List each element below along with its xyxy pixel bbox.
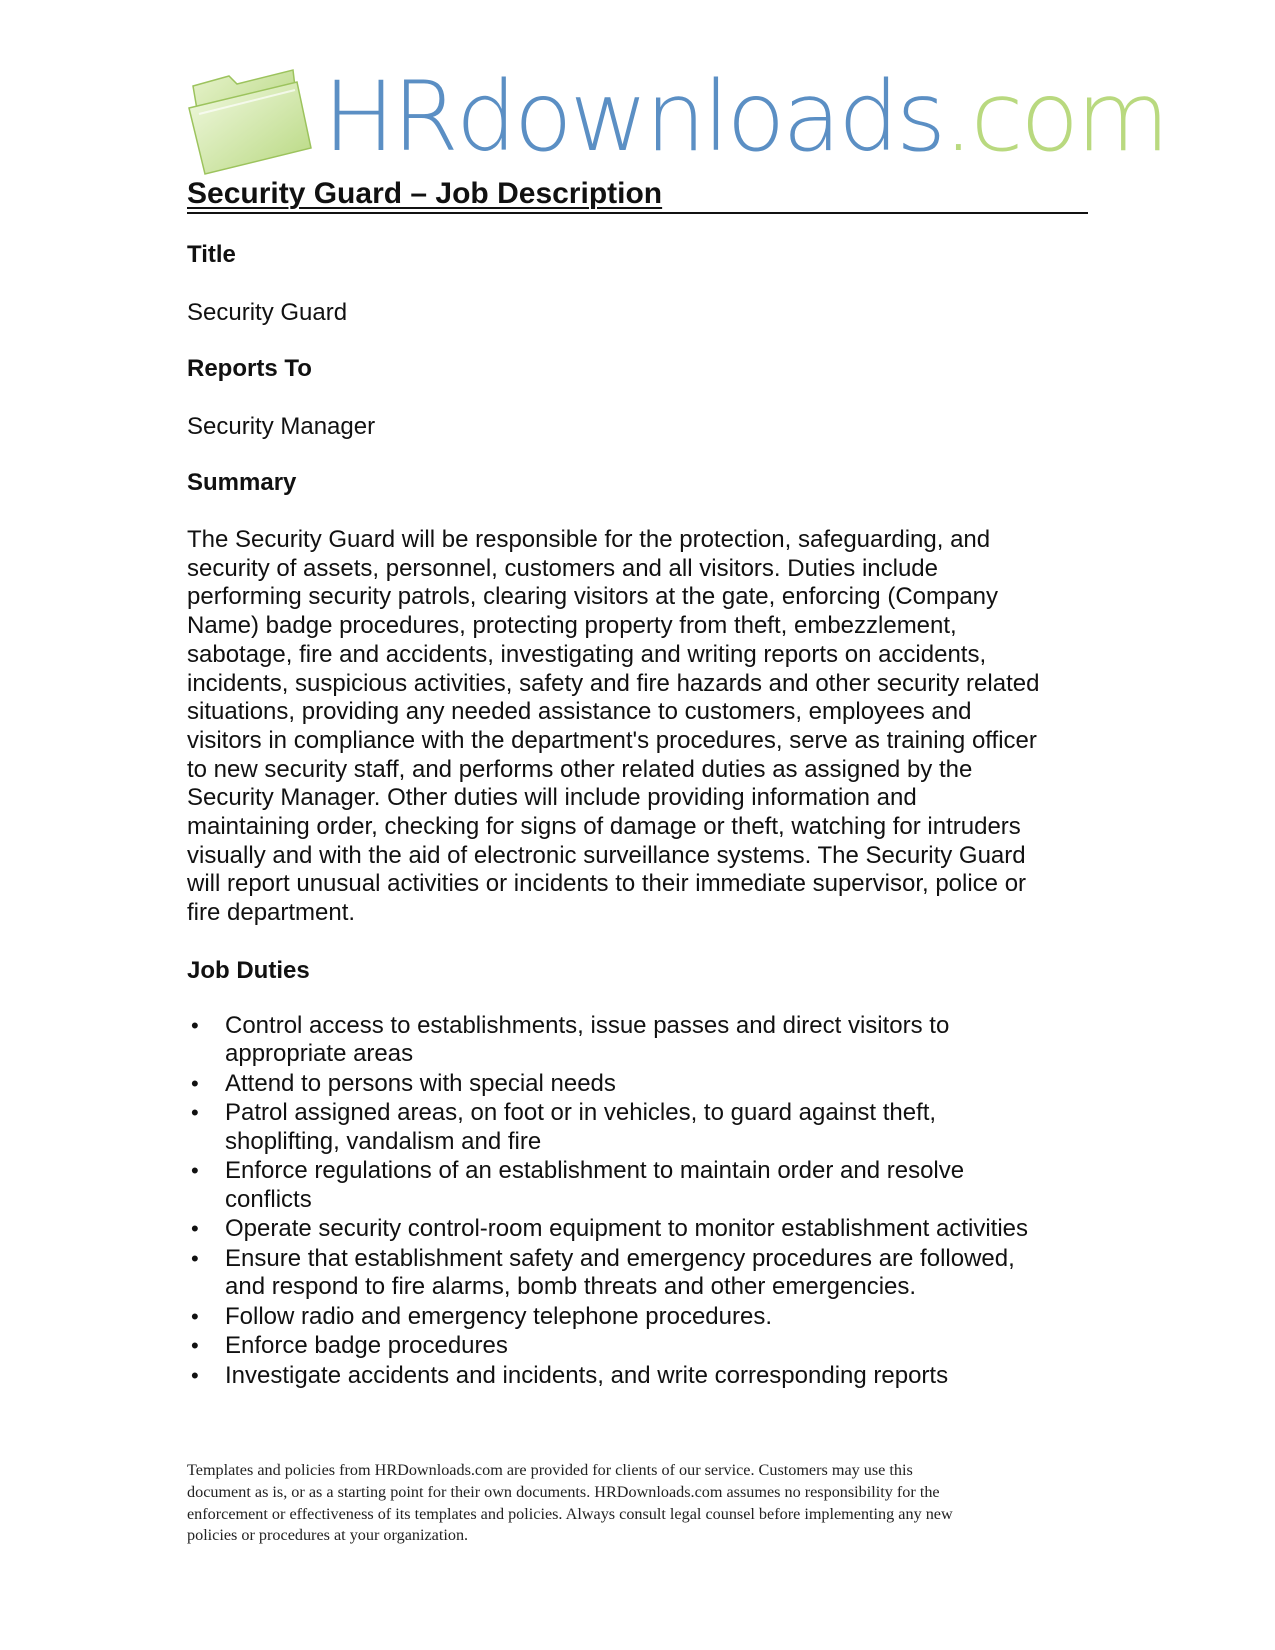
logo-wordmark [323,62,1167,172]
duty-text: Control access to establishments, issue passes and direct visitors to appropriate areas [225,1011,950,1068]
document-title-text: Security Guard – Job Description [187,177,663,210]
duty-text: Enforce regulations of an establishment to maintain order and resolve conflicts [225,1157,965,1213]
duty-text: Investigate accidents and incidents, and write corresponding reports [225,1361,949,1389]
job-duties-heading: Job Duties [187,956,310,984]
list-item [187,1157,1087,1214]
folder-icon [185,68,315,178]
list-item [187,1332,1087,1361]
bullet-icon: • [191,1362,199,1388]
duty-text: Attend to persons with special needs [225,1069,616,1097]
list-item [187,1070,1087,1099]
list-item [187,1303,1087,1332]
duty-text: Follow radio and emergency telephone procedures. [225,1302,772,1330]
footer-disclaimer: Templates and policies from HRDownloads.com are provided for clients of our service. Customers may use this document as is, or as a starting point for their own documents. HRDownloads.com assumes no responsibility for the enforcement or effectiveness of its templates and policies. Always consult legal counsel before implementing any new policies or procedures at your organization. [187,1461,953,1545]
bullet-icon: • [191,1216,199,1242]
hrdownloads-logo [185,61,1167,178]
logo-wordmark-tld: .com [943,61,1167,173]
reports-to-value: Security Manager [187,413,376,440]
summary-heading: Summary [187,469,297,496]
duty-text: Operate security control-room equipment to monitor establishment activities [225,1215,1029,1243]
list-item [187,1099,1087,1156]
bullet-icon: • [191,1100,199,1126]
bullet-icon: • [191,1245,199,1271]
title-heading: Title [187,241,236,268]
list-item [187,1245,1087,1302]
document-body [187,240,1087,1391]
bullet-icon: • [191,1012,199,1038]
duty-text: Ensure that establishment safety and emergency procedures are followed, and respond to fire alarms, bomb threats and other emergencies. [225,1244,1015,1301]
bullet-icon: • [191,1303,199,1329]
logo-wordmark-main: HRdownloads [323,61,944,173]
bullet-icon: • [191,1158,199,1184]
job-duties-list [187,1012,1087,1391]
list-item [187,1215,1087,1244]
list-item [187,1362,1087,1391]
summary-text: The Security Guard will be responsible for the protection, safeguarding, and security of assets, personnel, customers and all visitors. Duties include performing security patrols, clearing visitors at the gate, enforcing (Company Name) badge procedures, protecting property from theft, embezzlement, sabotage, fire and accidents, investigating and writing reports on accidents, incidents, suspicious activities, safety and fire hazards and other security related situations, providing any needed assistance to customers, employees and visitors in compliance with the department's procedures, serve as training officer to new security staff, and performs other related duties as assigned by the Security Manager. Other duties will include providing information and maintaining order, checking for signs of damage or theft, watching for intruders visually and with the aid of electronic surveillance systems. The Security Guard will report unusual activities or incidents to their immediate supervisor, police or fire department. [187,526,1040,927]
bullet-icon: • [191,1070,199,1096]
document-title [187,176,1088,214]
list-item [187,1012,1087,1069]
duty-text: Patrol assigned areas, on foot or in vehicles, to guard against theft, shoplifting, vandalism and fire [225,1099,937,1155]
reports-to-heading: Reports To [187,355,312,382]
title-value: Security Guard [187,299,348,326]
bullet-icon: • [191,1333,199,1359]
duty-text: Enforce badge procedures [225,1332,508,1360]
